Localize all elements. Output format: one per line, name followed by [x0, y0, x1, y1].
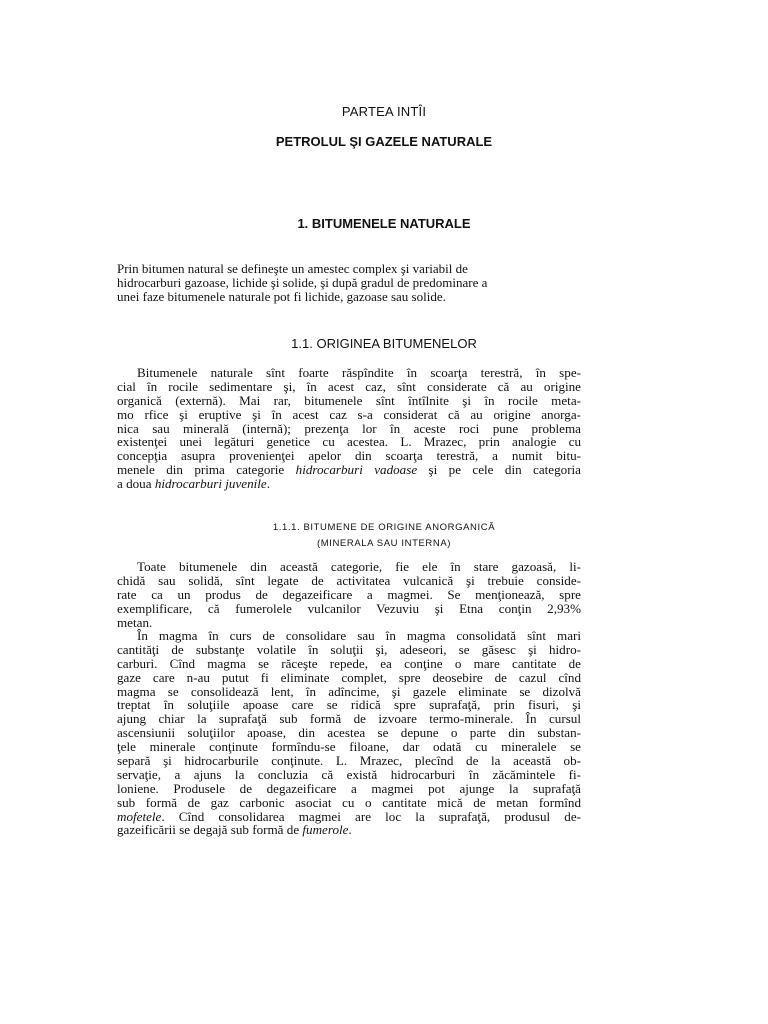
origin-line: organică (externă). Mai rar, bitumenele sînt întîlnite şi în rocile meta-: [117, 392, 581, 408]
subsection-title: [0, 520, 768, 552]
origin-text: a doua: [117, 476, 155, 492]
anorg-line: metan.: [117, 614, 153, 630]
term-fumerole: fumerole: [302, 822, 349, 838]
intro-line: Prin bitumen natural se defineşte un amestec complex şi variabil de: [117, 261, 468, 276]
origin-line: [117, 477, 581, 491]
anorg-text: .: [348, 822, 352, 838]
term-vadoase: hidrocarburi vadoase: [295, 462, 418, 478]
origin-text: menele din prima categorie: [117, 462, 296, 478]
chapter-title: 1. BITUMENELE NATURALE: [297, 216, 471, 231]
anorg-line: servaţie, a ajuns la concluzia că există hidrocarburi în zăcămintele fi-: [117, 766, 581, 782]
anorg-line: separă şi hidrocarburile conţinute. L. Mrazec, plecînd de la această ob-: [117, 753, 581, 769]
intro-line: unei faze bitumenele naturale pot fi lichide, gazoase sau solide.: [117, 289, 446, 305]
anorganic-paragraph-2: [117, 629, 581, 837]
anorg-line: [117, 823, 581, 837]
origin-line: [117, 463, 581, 477]
anorg-line: treptat în soluţiile apoase care se ridică spre suprafaţă, prin fisuri, şi: [117, 697, 581, 713]
origin-text: .: [266, 476, 270, 492]
origin-line: concepţia asupra provenienţei apelor din scoarţa terestră, a numit bitu-: [117, 448, 581, 464]
anorg-text: gazeificării se degajă sub formă de: [117, 822, 303, 838]
term-mofetele: mofetele: [117, 808, 162, 824]
subsection-title-line: (MINERALA SAU INTERNA): [316, 538, 452, 549]
origin-line: mo rfice şi eruptive şi în acest caz s-a considerat că au origine anorga-: [117, 406, 581, 422]
anorg-line: În magma în curs de consolidare sau în magma consolidată sînt mari: [137, 628, 581, 643]
origin-line: Bitumenele naturale sînt foarte răspîndite în scoarţa terestră, în spe-: [137, 365, 581, 380]
anorg-line: ţele minerale conţinute formîndu-se filoane, dar odată cu mineralele se: [117, 739, 581, 755]
subsection-title-line: 1.1.1. BITUMENE DE ORIGINE ANORGANICĂ: [272, 522, 496, 533]
anorg-line: gaze care n-au putut fi eliminate complet, spre deosebire de cazul cînd: [117, 669, 581, 685]
anorganic-paragraph-1: [117, 560, 581, 629]
anorg-text: . Cînd consolidarea magmei are loc la suprafaţă, produsul de-: [161, 808, 581, 824]
section-title: 1.1. ORIGINEA BITUMENELOR: [291, 336, 477, 351]
anorg-line: ascensiunii soluţiilor apoase, din acestea se depune o parte din substan-: [117, 725, 581, 741]
part-title: PARTEA INTÎI: [341, 104, 427, 119]
anorg-line: Toate bitumenele din această categorie, fie ele în stare gazoasă, li-: [137, 559, 581, 574]
anorg-line: magma se consolidează lent, în adîncime, şi gazele eliminate se dizolvă: [117, 683, 581, 699]
anorg-line: loniene. Produsele de degazeificare a magmei pot ajunge la suprafaţă: [117, 780, 581, 796]
anorg-line: rate ca un produs de degazeificare a magmei. Se menţionează, spre: [117, 586, 581, 602]
anorg-line: exemplificare, că fumerolele vulcanilor Vezuviu şi Etna conţin 2,93%: [117, 600, 581, 616]
intro-line: hidrocarburi gazoase, lichide şi solide, şi după gradul de predominare a: [117, 275, 488, 291]
intro-paragraph: [117, 262, 537, 305]
anorg-line: [117, 810, 581, 824]
anorg-line: cantităţi de substanţe volatile în soluţii şi, adeseori, se găsesc şi hidro-: [117, 641, 581, 657]
anorg-line: carburi. Cînd magma se răceşte repede, ea conţine o mare cantitate de: [117, 655, 581, 671]
origin-text: şi pe cele din categoria: [417, 462, 581, 478]
origin-paragraph: [117, 366, 581, 491]
origin-line: existenţei unei legături genetice cu acestea. L. Mrazec, prin analogie cu: [117, 434, 581, 450]
anorg-line: chidă sau solidă, sînt legate de activitatea vulcanică şi trebuie conside-: [117, 572, 581, 588]
anorg-line: sub formă de gaz carbonic asociat cu o cantitate mică de metan formînd: [117, 794, 581, 810]
origin-line: cial în rocile sedimentare şi, în acest caz, sînt considerate că au origine: [117, 378, 581, 394]
anorg-line: ajung chiar la suprafaţă sub formă de izvoare termo-minerale. În cursul: [117, 711, 581, 727]
origin-line: nica sau minerală (internă); prezenţa lor în aceste roci pune problema: [117, 420, 581, 436]
main-title: PETROLUL ŞI GAZELE NATURALE: [275, 134, 493, 149]
term-juvenile: hidrocarburi juvenile: [154, 476, 267, 492]
